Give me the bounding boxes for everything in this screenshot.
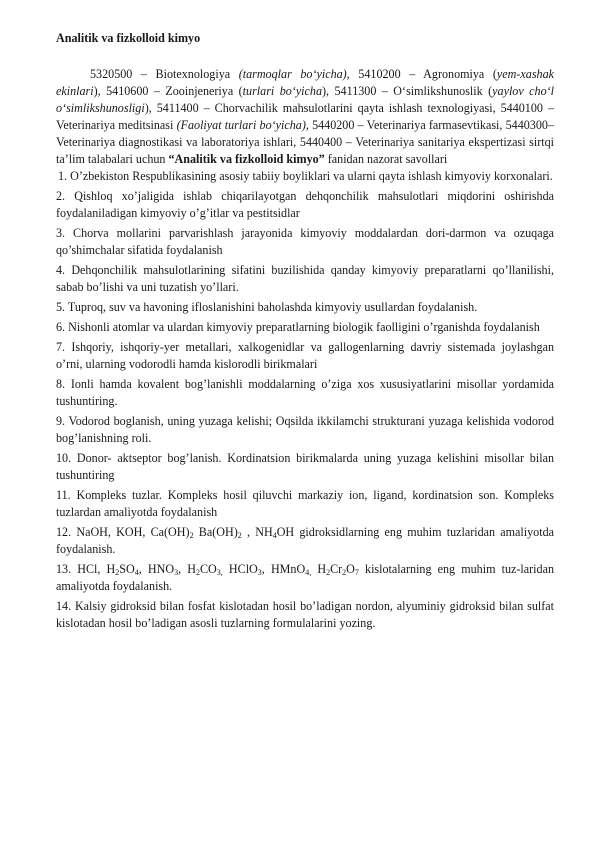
intro-italic: (tarmoqlar bo‘yicha),	[238, 67, 350, 81]
question-item-13	[56, 561, 554, 595]
intro-italic: turlari bo‘yicha	[242, 84, 323, 98]
subscript: 4,	[305, 568, 312, 577]
intro-text: ), 5410600 – Zooinjeneriya (	[93, 84, 243, 98]
question-item: 11. Kompleks tuzlar. Kompleks hosil qiluvchi markaziy ion, ligand, kordinatsion son. Kompleks tuzlardan amaliyotda foydalanish	[56, 488, 554, 519]
question-item: 6. Nishonli atomlar va ulardan kimyoviy preparatlarning biologik faolligini o’rganishda foydalanish	[56, 320, 540, 334]
question-item: 8. Ionli hamda kovalent bog’lanishli moddalarning o’ziga xos xususiyatlarini misollar yordamida tushuntiring.	[56, 377, 554, 408]
intro-text: fanidan nazorat savollari	[324, 152, 448, 166]
intro-text: 5320500 – Biotexnologiya	[90, 67, 239, 81]
question-item: 2. Qishloq xo’jaligida ishlab chiqarilayotgan dehqonchilik mahsulotlari miqdorini oshirishda foydalaniladigan kimyoviy o’g’itlar va pestitsidlar	[56, 189, 554, 220]
question-item-12	[56, 524, 554, 558]
formula-text: , H	[178, 562, 196, 576]
subscript: 3	[174, 568, 179, 577]
formula-text: , HMnO	[261, 562, 306, 576]
formula-text: , HNO	[138, 562, 175, 576]
question-item: 4. Dehqonchilik mahsulotlarining sifatini buzilishida qanday kimyoviy preparatlarni qo’llanilishi, sabab bo’lishi va uni tuzatish yo’llari.	[56, 263, 554, 294]
formula-text: SO	[119, 562, 135, 576]
question-item: 10. Donor- aktseptor bog’lanish. Kordinatsion birikmalarda uning yuzaga kelishini misollar bilan tushuntiring	[56, 451, 554, 482]
subscript: 2	[326, 568, 331, 577]
subscript: 7	[354, 568, 359, 577]
subscript: 3	[257, 568, 262, 577]
subscript: 4	[134, 568, 139, 577]
subscript: 4	[272, 531, 277, 540]
intro-italic: (Faoliyat turlari bo‘yicha),	[176, 118, 309, 132]
intro-italic: yem-xashak ekinlari	[56, 67, 554, 98]
formula-text: kislotalarning eng muhim tuz-laridan amaliyotda foydalanish.	[56, 562, 554, 593]
formula-text: CO	[199, 562, 217, 576]
question-item: 5. Tuproq, suv va havoning ifloslanishini baholashda kimyoviy usullardan foydalanish.	[56, 300, 478, 314]
formula-text: H	[311, 562, 327, 576]
intro-italic: yaylov cho‘l o‘simlikshunosligi	[56, 84, 555, 115]
formula-text: HClO	[222, 562, 258, 576]
question-item: 7. Ishqoriy, ishqoriy-yer metallari, xalkogenidlar va gallogenlarning davriy sistemada joylashgan o’rni, ularning vodorodli hamda kislorodli birikmalari	[56, 340, 554, 371]
question-item: 9. Vodorod boglanish, uning yuzaga kelishi; Oqsilda ikkilamchi strukturani yuzaga kelishida vodorod bog’lanishning roli.	[56, 414, 554, 445]
formula-text: Ba(OH)	[193, 525, 238, 539]
question-item: 1. O’zbekiston Respublikasining asosiy tabiiy boyliklari va ularni qayta ishlash kimyoviy korxonalari.	[58, 169, 553, 183]
intro-text: ), 5411400 – Chorvachilik mahsulotlarini qayta ishlash texnologiyasi, 5440100 – Veterinariya meditsinasi	[56, 101, 554, 132]
intro-text: 5440200 – Veterinariya farmasevtikasi, 5440300– Veterinariya diagnostikasi va laboratoriya ishlari, 5440400 – Veterinariya sanitariya ekspertizasi sirtqi ta’lim talabalari uchun	[56, 118, 554, 166]
formula-text: 13. HCl, H	[56, 562, 116, 576]
subscript: 2	[237, 531, 242, 540]
subscript: 3,	[216, 568, 223, 577]
subscript: 2	[189, 531, 194, 540]
formula-text: Cr	[330, 562, 343, 576]
document-page	[56, 30, 554, 635]
subscript: 2	[115, 568, 120, 577]
intro-text: 5410200 – Agronomiya (	[349, 67, 497, 81]
formula-text: OH gidroksidlarning eng muhim tuzlaridan amaliyotda foydalanish.	[56, 525, 555, 556]
question-item: 14. Kalsiy gidroksid bilan fosfat kislotadan hosil bo’ladigan nordon, alyuminiy gidroksid bilan sulfat kislotadan hosil bo’ladigan asosli tuzlarning formulalarini yozing.	[56, 599, 554, 630]
formula-text: , NH	[241, 525, 273, 539]
formula-text: 12. NaOH, KOH, Ca(OH)	[56, 525, 190, 539]
intro-text: ), 5411300 – O‘simlikshunoslik (	[322, 84, 493, 98]
question-item: 3. Chorva mollarini parvarishlash jarayonida kimyoviy moddalardan dori-darmon va ozuqaga qo’shimchalar sifatida foydalanish	[56, 226, 554, 257]
subscript: 2	[342, 568, 347, 577]
page-title: Analitik va fizkolloid kimyo	[56, 31, 201, 45]
subscript: 2	[195, 568, 200, 577]
question-list	[56, 168, 554, 632]
formula-text: O	[346, 562, 355, 576]
course-name: “Analitik va fizkolloid kimyo”	[168, 152, 325, 166]
intro-paragraph	[56, 66, 554, 168]
